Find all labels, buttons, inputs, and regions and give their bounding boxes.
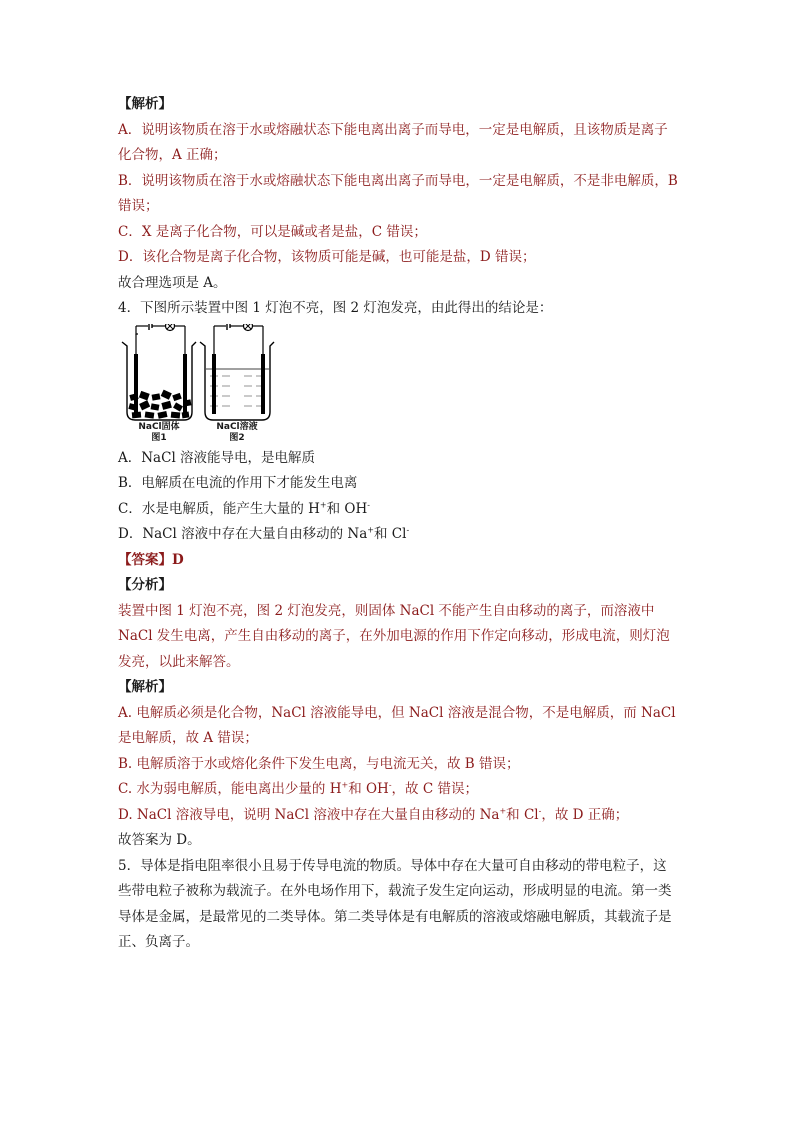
fenxi-text: 装置中图 1 灯泡不亮，图 2 灯泡发亮，则固体 NaCl 不能产生自由移动的离子，而溶液中 NaCl 发生电离，产生自由移动的离子，在外加电源的作用下作定向移动，形成电流，则灯泡发亮，以此来解答。 bbox=[118, 602, 670, 670]
analysis-option-c: C．X 是离子化合物，可以是碱或者是盐，C 错误； bbox=[118, 223, 427, 240]
option-b: B．电解质在电流的作用下才能发生电离 bbox=[118, 475, 358, 491]
analysis-2-option-b: B. 电解质溶于水或熔化条件下发生电离，与电流无关，故 B 错误； bbox=[118, 755, 520, 772]
document-content bbox=[118, 92, 678, 956]
analysis-2-option-d: D. NaCl 溶液导电，说明 NaCl 溶液中存在大量自由移动的 Na+和 Cl-，故 D 正确； bbox=[118, 806, 629, 823]
question-4-stem: 4．下图所示装置中图 1 灯泡不亮，图 2 灯泡发亮，由此得出的结论是： bbox=[118, 300, 553, 316]
figure-2-caption: NaCl溶液 bbox=[216, 421, 258, 432]
analysis-2-option-c: C. 水为弱电解质，能电离出少量的 H+和 OH-，故 C 错误； bbox=[118, 780, 478, 797]
figure-1-caption: NaCl固体 bbox=[138, 421, 180, 432]
option-a: A．NaCl 溶液能导电，是电解质 bbox=[118, 449, 316, 466]
option-c: C．水是电解质，能产生大量的 H+和 OH- bbox=[118, 500, 370, 517]
analysis-header-2: 【解析】 bbox=[118, 679, 172, 695]
figure-1-label: 图1 bbox=[151, 432, 167, 443]
figure-2-label: 图2 bbox=[229, 432, 245, 443]
analysis-header-1: 【解析】 bbox=[118, 96, 172, 112]
figure-2-apparatus bbox=[200, 324, 274, 420]
analysis-conclusion-2: 故答案为 D。 bbox=[118, 832, 201, 848]
circuit-figure bbox=[118, 324, 678, 446]
answer-line: 【答案】D bbox=[118, 551, 184, 568]
analysis-option-b: B．说明该物质在溶于水或熔融状态下能电离出离子而导电，一定是电解质，不是非电解质，B 错误； bbox=[118, 172, 678, 214]
analysis-option-a: A．说明该物质在溶于水或熔融状态下能电离出离子而导电，一定是电解质，且该物质是离子化合物，A 正确； bbox=[118, 121, 668, 163]
analysis-2-option-a: A. 电解质必须是化合物，NaCl 溶液能导电，但 NaCl 溶液是混合物，不是电解质，而 NaCl 是电解质，故 A 错误； bbox=[118, 704, 676, 746]
option-d: D．NaCl 溶液中存在大量自由移动的 Na+和 Cl- bbox=[118, 525, 410, 542]
question-5-text: 5．导体是指电阻率很小且易于传导电流的物质。导体中存在大量可自由移动的带电粒子，这些带电粒子被称为载流子。在外电场作用下，载流子发生定向运动，形成明显的电流。第一类导体是金属，是最常见的二类导体。第二类导体是有电解质的溶液或熔融电解质，其载流子是正、负离子。 bbox=[118, 857, 672, 950]
analysis-conclusion-1: 故合理选项是 A。 bbox=[118, 274, 227, 291]
analysis-header-fenxi: 【分析】 bbox=[118, 577, 172, 593]
analysis-option-d: D．该化合物是离子化合物，该物质可能是碱，也可能是盐，D 错误； bbox=[118, 249, 536, 265]
figure-1-apparatus bbox=[122, 324, 196, 420]
